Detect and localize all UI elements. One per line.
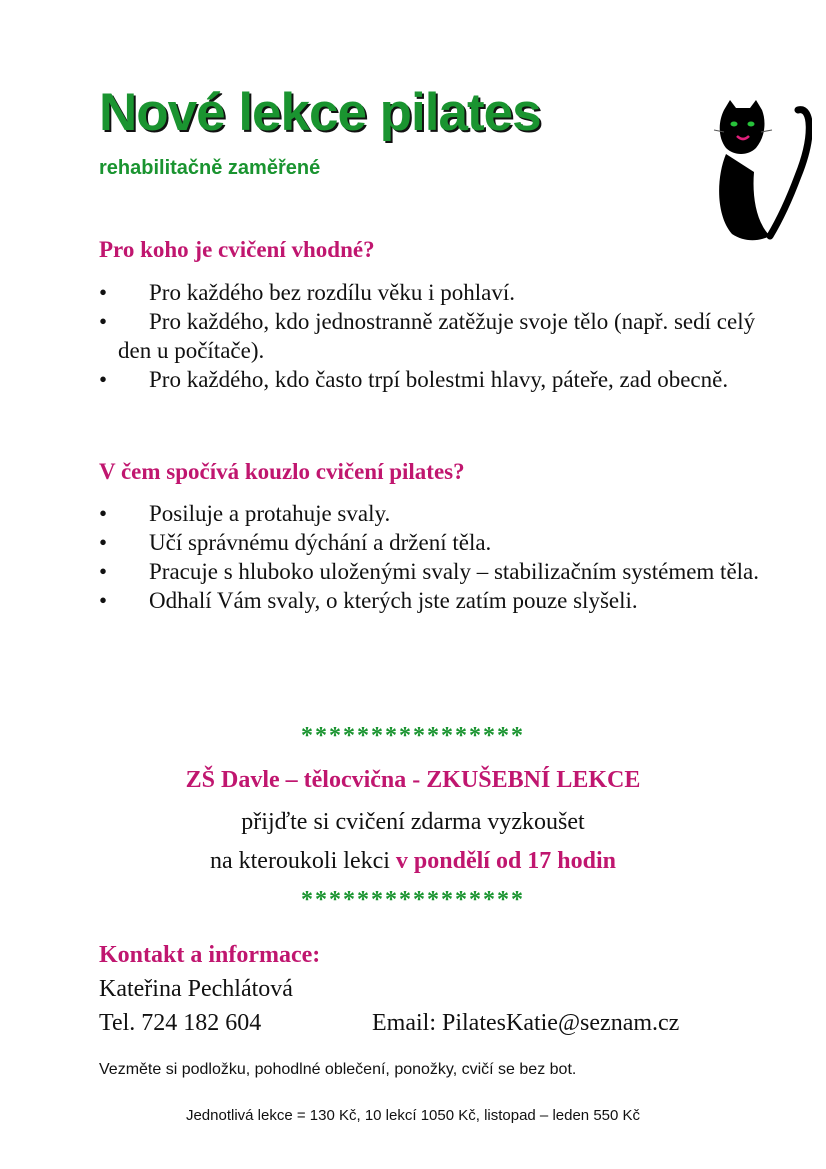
bullet: • bbox=[99, 367, 108, 392]
bullet: • bbox=[99, 309, 108, 334]
benefits-list bbox=[99, 499, 759, 615]
list-item: • Pro každého bez rozdílu věku i pohlaví. bbox=[99, 280, 515, 305]
trial-line: přijďte si cvičení zdarma vyzkoušet bbox=[241, 809, 585, 835]
page-subtitle: rehabilitačně zaměřené bbox=[99, 157, 321, 179]
section-heading-benefits: V čem spočívá kouzlo cvičení pilates? bbox=[99, 459, 465, 484]
stars-divider-top: **************** bbox=[301, 723, 525, 749]
stars-divider-bottom: **************** bbox=[301, 887, 525, 913]
page-title: Nové lekce pilates bbox=[99, 83, 541, 142]
contact-phone: Tel. 724 182 604 bbox=[99, 1010, 262, 1036]
schedule-highlight: v pondělí od 17 hodin bbox=[395, 848, 617, 874]
list-item: • Odhalí Vám svaly, o kterých jste zatím pouze slyšeli. bbox=[99, 588, 638, 613]
list-item: • Učí správnému dýchání a držení těla. bbox=[99, 530, 492, 555]
black-cat-icon bbox=[712, 96, 812, 242]
list-item: • Pro každého, kdo jednostranně zatěžuje svoje tělo (např. sedí celý den u počítače). bbox=[99, 309, 756, 363]
contact-name: Kateřina Pechlátová bbox=[99, 976, 293, 1002]
list-item: • Pro každého, kdo často trpí bolestmi hlavy, páteře, zad obecně. bbox=[99, 367, 729, 392]
equipment-note: Vezměte si podložku, pohodlné oblečení, ponožky, cvičí se bez bot. bbox=[99, 1061, 577, 1078]
bullet: • bbox=[99, 559, 108, 584]
schedule-line: na kteroukoli lekci v pondělí od 17 hodin bbox=[209, 848, 617, 874]
contact-heading: Kontakt a informace: bbox=[99, 942, 321, 968]
contact-email: Email: PilatesKatie@seznam.cz bbox=[372, 1010, 680, 1036]
list-item: • Pracuje s hluboko uloženými svaly – stabilizačním systémem těla. bbox=[99, 559, 760, 584]
price-list: Jednotlivá lekce = 130 Kč, 10 lekcí 1050 Kč, listopad – leden 550 Kč bbox=[185, 1107, 641, 1124]
bullet: • bbox=[99, 280, 108, 305]
bullet: • bbox=[99, 501, 108, 526]
venue-line: ZŠ Davle – tělocvična - ZKUŠEBNÍ LEKCE bbox=[185, 767, 641, 793]
bullet: • bbox=[99, 530, 108, 555]
section-heading-who: Pro koho je cvičení vhodné? bbox=[99, 237, 375, 262]
bullet: • bbox=[99, 588, 108, 613]
who-list bbox=[99, 278, 759, 394]
list-item: • Posiluje a protahuje svaly. bbox=[99, 501, 391, 526]
